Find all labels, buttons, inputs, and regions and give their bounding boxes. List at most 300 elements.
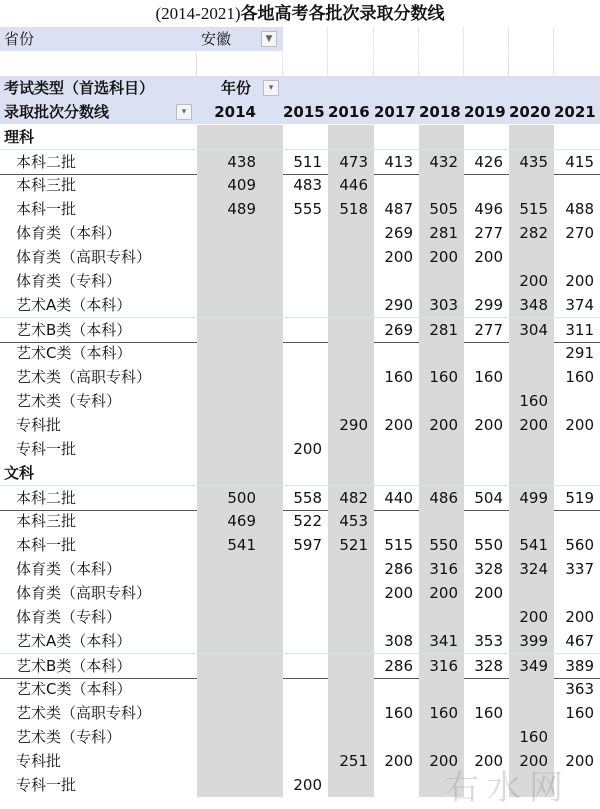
score-cell bbox=[554, 245, 600, 269]
table-row bbox=[0, 293, 600, 317]
score-cell: 324 bbox=[509, 557, 554, 581]
score-cell bbox=[328, 365, 374, 389]
score-cell: 349 bbox=[509, 654, 554, 678]
score-cell: 160 bbox=[509, 725, 554, 749]
row-label: 专科批 bbox=[16, 752, 62, 770]
filter-value[interactable] bbox=[197, 27, 283, 51]
score-cell: 550 bbox=[474, 536, 503, 554]
row-label: 艺术类（专科） bbox=[16, 728, 122, 746]
score-cell: 521 bbox=[328, 533, 374, 557]
score-cell: 303 bbox=[419, 293, 464, 317]
score-cell: 597 bbox=[293, 536, 322, 554]
score-cell bbox=[464, 389, 509, 413]
score-cell: 277 bbox=[474, 321, 503, 339]
score-cell: 518 bbox=[328, 197, 374, 221]
score-cell bbox=[554, 581, 600, 605]
score-cell: 200 bbox=[419, 581, 464, 605]
score-cell: 555 bbox=[293, 200, 322, 218]
score-cell: 304 bbox=[509, 318, 554, 342]
score-cell bbox=[328, 437, 374, 461]
score-cell: 290 bbox=[384, 296, 413, 314]
score-cell bbox=[509, 509, 554, 533]
score-cell bbox=[328, 293, 374, 317]
score-cell bbox=[197, 725, 283, 749]
score-cell: 269 bbox=[384, 224, 413, 242]
score-cell bbox=[197, 341, 283, 365]
score-cell bbox=[283, 413, 328, 437]
empty-cell bbox=[197, 125, 283, 149]
filter-icon[interactable]: ▼ bbox=[261, 31, 277, 47]
score-cell bbox=[197, 749, 283, 773]
empty-cell bbox=[328, 27, 374, 51]
score-cell bbox=[328, 221, 374, 245]
empty-cell bbox=[283, 52, 328, 76]
score-cell bbox=[374, 173, 419, 197]
empty-cell bbox=[464, 461, 509, 485]
score-cell: 348 bbox=[509, 293, 554, 317]
table-row bbox=[0, 149, 600, 175]
score-cell: 200 bbox=[293, 440, 322, 458]
row-label: 艺术类（高职专科） bbox=[16, 368, 152, 386]
score-cell: 311 bbox=[565, 321, 594, 339]
section-label: 理科 bbox=[4, 128, 35, 146]
table-row bbox=[0, 365, 600, 389]
table-row bbox=[0, 605, 600, 629]
score-cell: 363 bbox=[565, 680, 594, 698]
year-header: 2018 bbox=[419, 103, 461, 121]
empty-cell bbox=[283, 461, 328, 485]
table-row bbox=[0, 437, 600, 461]
score-cell: 200 bbox=[509, 605, 554, 629]
row-sub-field-button[interactable] bbox=[0, 100, 197, 124]
score-cell bbox=[197, 245, 283, 269]
section-row bbox=[0, 125, 600, 149]
row-label: 体育类（本科） bbox=[16, 560, 122, 578]
score-cell bbox=[374, 341, 419, 365]
row-label: 本科三批 bbox=[16, 176, 77, 194]
year-header: 2017 bbox=[374, 103, 416, 121]
score-cell: 488 bbox=[565, 200, 594, 218]
score-cell: 515 bbox=[509, 197, 554, 221]
row-label: 体育类（专科） bbox=[16, 272, 122, 290]
score-cell: 200 bbox=[293, 776, 322, 794]
score-cell: 374 bbox=[565, 296, 594, 314]
row-label: 艺术类（高职专科） bbox=[16, 704, 152, 722]
row-label: 艺术C类（本科） bbox=[16, 344, 132, 362]
empty-cell bbox=[283, 27, 328, 51]
score-cell bbox=[328, 701, 374, 725]
empty-cell bbox=[328, 461, 374, 485]
score-cell: 341 bbox=[419, 629, 464, 653]
table-row bbox=[0, 317, 600, 343]
score-cell: 438 bbox=[197, 150, 283, 174]
score-cell bbox=[509, 701, 554, 725]
score-cell bbox=[197, 629, 283, 653]
table-row bbox=[0, 221, 600, 245]
table-row bbox=[0, 533, 600, 557]
year-header: 2015 bbox=[283, 103, 325, 121]
score-cell: 482 bbox=[328, 486, 374, 510]
table-row bbox=[0, 653, 600, 679]
score-cell bbox=[197, 221, 283, 245]
empty-cell bbox=[464, 125, 509, 149]
header-row-1 bbox=[0, 76, 600, 100]
score-cell bbox=[374, 389, 419, 413]
row-label: 艺术C类（本科） bbox=[16, 680, 132, 698]
score-cell bbox=[374, 269, 419, 293]
score-cell: 160 bbox=[565, 368, 594, 386]
score-cell bbox=[197, 437, 283, 461]
score-cell: 160 bbox=[474, 704, 503, 722]
score-cell bbox=[197, 557, 283, 581]
score-cell: 200 bbox=[509, 269, 554, 293]
empty-cell bbox=[374, 125, 419, 149]
row-label: 专科批 bbox=[16, 416, 62, 434]
score-cell: 200 bbox=[509, 413, 554, 437]
score-cell: 270 bbox=[565, 224, 594, 242]
score-cell bbox=[197, 701, 283, 725]
empty-cell bbox=[464, 52, 509, 76]
score-cell bbox=[419, 437, 464, 461]
table-row bbox=[0, 629, 600, 653]
score-cell bbox=[374, 725, 419, 749]
score-cell: 200 bbox=[565, 608, 594, 626]
score-cell bbox=[509, 341, 554, 365]
score-cell bbox=[197, 293, 283, 317]
empty-cell bbox=[554, 461, 600, 485]
row-label: 艺术类（专科） bbox=[16, 392, 122, 410]
score-cell: 446 bbox=[328, 173, 374, 197]
table-row bbox=[0, 389, 600, 413]
row-label: 艺术B类（本科） bbox=[16, 657, 132, 675]
score-cell bbox=[328, 341, 374, 365]
section-label: 文科 bbox=[4, 464, 35, 482]
score-cell bbox=[328, 605, 374, 629]
year-header: 2021 bbox=[554, 103, 596, 121]
score-cell: 200 bbox=[474, 248, 503, 266]
score-cell bbox=[419, 341, 464, 365]
score-cell: 499 bbox=[509, 486, 554, 510]
header-row-2 bbox=[0, 100, 600, 124]
score-cell bbox=[283, 725, 328, 749]
filter-label: 省份 bbox=[0, 27, 197, 51]
score-cell bbox=[328, 269, 374, 293]
score-cell bbox=[464, 725, 509, 749]
score-cell: 483 bbox=[293, 176, 322, 194]
score-cell: 200 bbox=[419, 749, 464, 773]
score-cell bbox=[283, 245, 328, 269]
score-cell: 496 bbox=[474, 200, 503, 218]
score-cell: 399 bbox=[509, 629, 554, 653]
score-cell bbox=[283, 221, 328, 245]
score-cell bbox=[374, 509, 419, 533]
title-text: 各地高考各批次录取分数线 bbox=[240, 4, 445, 24]
row-label: 本科二批 bbox=[16, 489, 77, 507]
score-cell bbox=[554, 437, 600, 461]
empty-cell bbox=[509, 52, 554, 76]
score-cell bbox=[509, 581, 554, 605]
empty-cell bbox=[554, 125, 600, 149]
row-label: 体育类（专科） bbox=[16, 608, 122, 626]
table-row bbox=[0, 485, 600, 511]
score-cell bbox=[283, 365, 328, 389]
score-cell: 200 bbox=[565, 272, 594, 290]
score-cell bbox=[283, 749, 328, 773]
score-cell bbox=[283, 701, 328, 725]
score-cell: 541 bbox=[197, 533, 283, 557]
score-cell bbox=[283, 654, 328, 678]
score-cell: 473 bbox=[328, 150, 374, 174]
score-cell bbox=[374, 437, 419, 461]
score-cell: 286 bbox=[384, 560, 413, 578]
year-header: 2020 bbox=[509, 103, 551, 121]
score-cell bbox=[283, 389, 328, 413]
score-cell: 432 bbox=[419, 150, 464, 174]
score-cell bbox=[509, 677, 554, 701]
table-row bbox=[0, 245, 600, 269]
score-cell: 453 bbox=[328, 509, 374, 533]
score-cell bbox=[197, 269, 283, 293]
row-label: 本科一批 bbox=[16, 200, 77, 218]
score-cell: 515 bbox=[384, 536, 413, 554]
chevron-down-icon[interactable]: ▾ bbox=[176, 104, 192, 120]
section-row bbox=[0, 461, 600, 485]
empty-cell bbox=[374, 461, 419, 485]
score-cell: 277 bbox=[474, 224, 503, 242]
table-row bbox=[0, 701, 600, 725]
score-cell bbox=[419, 725, 464, 749]
empty-cell bbox=[374, 27, 419, 51]
table-row bbox=[0, 173, 600, 197]
score-cell: 413 bbox=[384, 153, 413, 171]
score-cell bbox=[509, 365, 554, 389]
empty-cell bbox=[419, 125, 464, 149]
score-cell: 200 bbox=[474, 584, 503, 602]
score-cell: 500 bbox=[197, 486, 283, 510]
score-cell: 316 bbox=[419, 654, 464, 678]
score-cell bbox=[464, 173, 509, 197]
score-cell: 522 bbox=[293, 512, 322, 530]
score-cell: 505 bbox=[419, 197, 464, 221]
score-cell bbox=[464, 605, 509, 629]
score-cell bbox=[374, 773, 419, 797]
score-cell: 486 bbox=[419, 486, 464, 510]
empty-cell bbox=[509, 125, 554, 149]
chevron-down-icon[interactable]: ▾ bbox=[263, 80, 279, 96]
score-cell bbox=[419, 605, 464, 629]
score-cell: 504 bbox=[474, 489, 503, 507]
empty-cell bbox=[509, 27, 554, 51]
score-cell bbox=[197, 318, 283, 342]
score-cell bbox=[554, 509, 600, 533]
row-label: 艺术A类（本科） bbox=[16, 296, 132, 314]
score-cell: 281 bbox=[419, 221, 464, 245]
score-cell bbox=[328, 318, 374, 342]
score-cell: 467 bbox=[565, 632, 594, 650]
table-row bbox=[0, 341, 600, 365]
empty-cell bbox=[419, 52, 464, 76]
table-row bbox=[0, 557, 600, 581]
score-cell bbox=[328, 677, 374, 701]
score-cell: 200 bbox=[384, 752, 413, 770]
score-cell: 389 bbox=[565, 657, 594, 675]
score-cell bbox=[509, 173, 554, 197]
page-title bbox=[0, 0, 600, 27]
score-cell bbox=[419, 269, 464, 293]
score-cell: 328 bbox=[474, 657, 503, 675]
empty-cell bbox=[554, 52, 600, 76]
score-cell: 519 bbox=[565, 489, 594, 507]
score-cell: 160 bbox=[565, 704, 594, 722]
filter-value-text: 安徽 bbox=[201, 30, 232, 48]
row-label: 体育类（高职专科） bbox=[16, 584, 152, 602]
score-cell: 286 bbox=[384, 657, 413, 675]
score-cell bbox=[328, 581, 374, 605]
score-cell: 291 bbox=[565, 344, 594, 362]
table-row bbox=[0, 581, 600, 605]
score-cell: 353 bbox=[474, 632, 503, 650]
row-label: 本科二批 bbox=[16, 153, 77, 171]
col-field-label: 年份 bbox=[221, 79, 252, 97]
score-cell: 290 bbox=[328, 413, 374, 437]
score-cell: 281 bbox=[419, 318, 464, 342]
score-cell bbox=[197, 773, 283, 797]
row-label: 体育类（本科） bbox=[16, 224, 122, 242]
score-cell bbox=[283, 581, 328, 605]
score-cell: 251 bbox=[328, 749, 374, 773]
row-label: 体育类（高职专科） bbox=[16, 248, 152, 266]
watermark: 右水网 bbox=[445, 768, 571, 808]
score-cell bbox=[509, 437, 554, 461]
row-label: 专科一批 bbox=[16, 440, 77, 458]
score-cell: 426 bbox=[474, 153, 503, 171]
score-cell: 469 bbox=[197, 509, 283, 533]
score-cell: 550 bbox=[419, 533, 464, 557]
table-row bbox=[0, 197, 600, 221]
score-cell bbox=[419, 173, 464, 197]
empty-cell bbox=[509, 461, 554, 485]
score-cell: 160 bbox=[474, 368, 503, 386]
score-cell bbox=[283, 605, 328, 629]
score-cell: 200 bbox=[565, 416, 594, 434]
score-cell: 308 bbox=[384, 632, 413, 650]
score-cell bbox=[328, 557, 374, 581]
row-label: 艺术A类（本科） bbox=[16, 632, 132, 650]
score-cell bbox=[554, 389, 600, 413]
score-cell: 415 bbox=[565, 153, 594, 171]
score-cell bbox=[419, 509, 464, 533]
empty-cell bbox=[328, 52, 374, 76]
score-cell bbox=[283, 557, 328, 581]
score-cell bbox=[374, 677, 419, 701]
score-cell bbox=[328, 773, 374, 797]
score-cell: 409 bbox=[197, 173, 283, 197]
score-cell: 200 bbox=[384, 248, 413, 266]
score-cell bbox=[374, 605, 419, 629]
score-cell bbox=[197, 365, 283, 389]
score-cell: 200 bbox=[384, 584, 413, 602]
score-cell bbox=[419, 389, 464, 413]
blank-row bbox=[0, 52, 600, 76]
score-cell: 200 bbox=[384, 416, 413, 434]
score-cell: 440 bbox=[384, 489, 413, 507]
score-cell bbox=[283, 677, 328, 701]
table-row bbox=[0, 509, 600, 533]
score-cell: 200 bbox=[509, 749, 554, 773]
empty-cell bbox=[419, 27, 464, 51]
score-cell bbox=[464, 677, 509, 701]
score-cell bbox=[328, 654, 374, 678]
score-cell: 160 bbox=[384, 368, 413, 386]
table-row bbox=[0, 725, 600, 749]
year-header: 2016 bbox=[328, 103, 370, 121]
empty-cell bbox=[464, 27, 509, 51]
score-cell bbox=[197, 389, 283, 413]
score-cell: 316 bbox=[419, 557, 464, 581]
score-cell: 200 bbox=[565, 752, 594, 770]
score-cell: 487 bbox=[384, 200, 413, 218]
score-cell: 200 bbox=[419, 245, 464, 269]
empty-cell bbox=[0, 52, 197, 76]
table-row bbox=[0, 413, 600, 437]
score-cell: 200 bbox=[474, 752, 503, 770]
score-cell bbox=[283, 269, 328, 293]
row-label: 艺术B类（本科） bbox=[16, 321, 132, 339]
score-cell bbox=[464, 269, 509, 293]
score-cell: 200 bbox=[419, 413, 464, 437]
year-header: 2014 bbox=[214, 103, 256, 121]
score-cell: 160 bbox=[509, 389, 554, 413]
score-cell: 200 bbox=[474, 416, 503, 434]
score-cell bbox=[328, 389, 374, 413]
empty-cell bbox=[328, 125, 374, 149]
score-cell bbox=[328, 725, 374, 749]
score-cell bbox=[419, 677, 464, 701]
score-cell bbox=[328, 245, 374, 269]
table-row bbox=[0, 269, 600, 293]
score-cell bbox=[554, 173, 600, 197]
score-cell: 435 bbox=[509, 150, 554, 174]
score-cell: 558 bbox=[293, 489, 322, 507]
filter-row bbox=[0, 27, 600, 51]
score-cell bbox=[464, 437, 509, 461]
score-cell: 560 bbox=[565, 536, 594, 554]
score-cell: 160 bbox=[419, 365, 464, 389]
score-cell bbox=[197, 605, 283, 629]
table-row bbox=[0, 677, 600, 701]
score-cell bbox=[197, 413, 283, 437]
year-header: 2019 bbox=[464, 103, 506, 121]
empty-cell bbox=[197, 461, 283, 485]
score-cell bbox=[283, 629, 328, 653]
col-field-button[interactable] bbox=[197, 76, 283, 100]
score-cell bbox=[283, 293, 328, 317]
row-field-label: 考试类型（首选科目） bbox=[4, 79, 155, 97]
score-cell: 541 bbox=[509, 533, 554, 557]
row-label: 本科三批 bbox=[16, 512, 77, 530]
score-cell bbox=[283, 318, 328, 342]
score-cell: 282 bbox=[509, 221, 554, 245]
score-cell: 511 bbox=[293, 153, 322, 171]
empty-cell bbox=[197, 52, 283, 76]
score-cell: 160 bbox=[419, 701, 464, 725]
score-cell bbox=[197, 677, 283, 701]
row-sub-field-label: 录取批次分数线 bbox=[4, 103, 110, 121]
score-cell: 160 bbox=[384, 704, 413, 722]
row-label: 本科一批 bbox=[16, 536, 77, 554]
title-years: (2014-2021) bbox=[155, 4, 241, 23]
score-cell bbox=[197, 654, 283, 678]
